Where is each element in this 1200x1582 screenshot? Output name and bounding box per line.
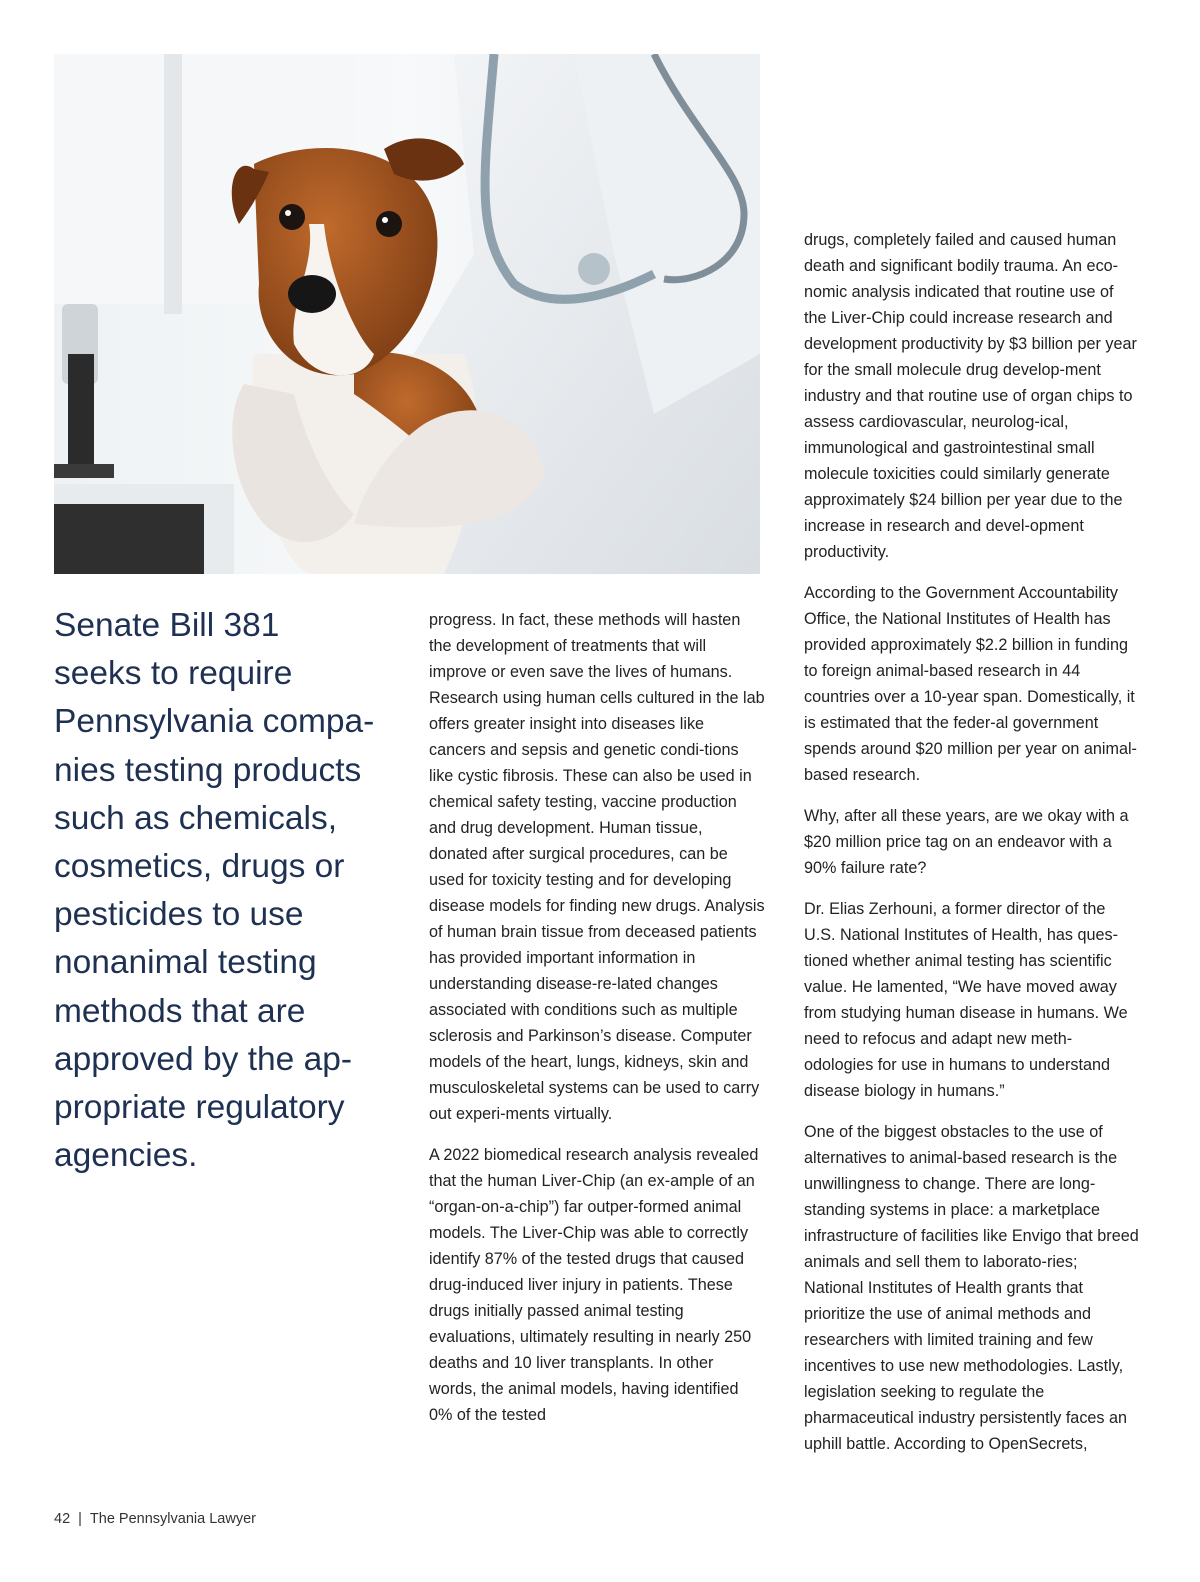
body-paragraph: Dr. Elias Zerhouni, a former director of the U.S. National Institutes of Health, has ques-tioned whether animal testing has scientific value. He lamented, “We have moved away from studying human disease in humans. We need to refocus and adapt new meth-odologies for use in humans to understand disease biology in humans.” [804, 900, 1128, 1100]
pull-quote-line: propriate regulatory [54, 1089, 345, 1127]
pull-quote-line: cosmetics, drugs or [54, 848, 345, 886]
pull-quote-line: pesticides to use [54, 896, 304, 934]
pull-quote-line: nies testing products [54, 751, 362, 789]
pull-quote-line: agencies. [54, 1137, 198, 1175]
article-column-right [804, 227, 1140, 1472]
article-column-middle [429, 607, 765, 1443]
pull-quote-line: nonanimal testing [54, 944, 317, 982]
body-paragraph: According to the Government Accountability Office, the National Institutes of Health has provided approximately $2.2 billion in funding to foreign animal-based research in 44 countries over a 10-year span. Domestically, it is estimated that the feder-al government spends around $20 million per year on animal-based research. [804, 584, 1137, 784]
article-photo-dog-with-veterinarian [54, 54, 760, 574]
pull-quote-line: approved by the ap- [54, 1040, 352, 1078]
footer-separator: | [78, 1511, 82, 1527]
pull-quote-line: methods that are [54, 992, 306, 1030]
pull-quote-line: Senate Bill 381 [54, 607, 280, 644]
page-footer [54, 1511, 256, 1527]
body-paragraph: Why, after all these years, are we okay with a $20 million price tag on an endeavor with a 90% failure rate? [804, 807, 1129, 877]
body-paragraph: A 2022 biomedical research analysis revealed that the human Liver-Chip (an ex-ample of an “organ-on-a-chip”) far outper-formed animal models. The Liver-Chip was able to correctly identify 87% of the tested drugs that caused drug-induced liver injury in patients. These drugs initially passed animal testing evaluations, ultimately resulting in nearly 250 deaths and 10 liver transplants. In other words, the animal models, having identified 0% of the tested [429, 1146, 759, 1424]
pull-quote [54, 602, 394, 1180]
pull-quote-line: Pennsylvania compa- [54, 703, 375, 741]
page-number: 42 [54, 1511, 71, 1527]
pull-quote-line: seeks to require [54, 655, 293, 693]
body-paragraph: progress. In fact, these methods will hasten the development of treatments that will improve or even save the lives of humans. Research using human cells cultured in the lab offers greater insight into diseases like cancers and sepsis and genetic condi-tions like cystic fibrosis. These can also be used in chemical safety testing, vaccine production and drug development. Human tissue, donated after surgical procedures, can be used for toxicity testing and for developing disease models for finding new drugs. Analysis of human brain tissue from deceased patients has provided important information in understanding disease-re-lated changes associated with conditions such as multiple sclerosis and Parkinson’s disease. Computer models of the heart, lungs, kidneys, skin and musculoskeletal systems can be used to carry out experi-ments virtually. [429, 611, 765, 1123]
publication-name: The Pennsylvania Lawyer [89, 1511, 256, 1527]
body-paragraph: One of the biggest obstacles to the use of alternatives to animal-based research is the unwillingness to change. There are long-standing systems in place: a marketplace infrastructure of facilities like Envigo that breed animals and sell them to laborato-ries; National Institutes of Health grants that prioritize the use of animal methods and researchers with limited training and few incentives to use new methodologies. Lastly, legislation seeking to regulate the pharmaceutical industry persistently faces an uphill battle. According to OpenSecrets, [804, 1123, 1139, 1453]
pull-quote-line: such as chemicals, [54, 799, 337, 837]
body-paragraph: drugs, completely failed and caused human death and significant bodily trauma. An eco-nomic analysis indicated that routine use of the Liver-Chip could increase research and development productivity by $3 billion per year for the small molecule drug develop-ment industry and that routine use of organ chips to assess cardiovascular, neurolog-ical, immunological and gastrointestinal small molecule toxicities could similarly generate approximately $24 billion per year due to the increase in research and devel-opment productivity. [804, 231, 1137, 561]
